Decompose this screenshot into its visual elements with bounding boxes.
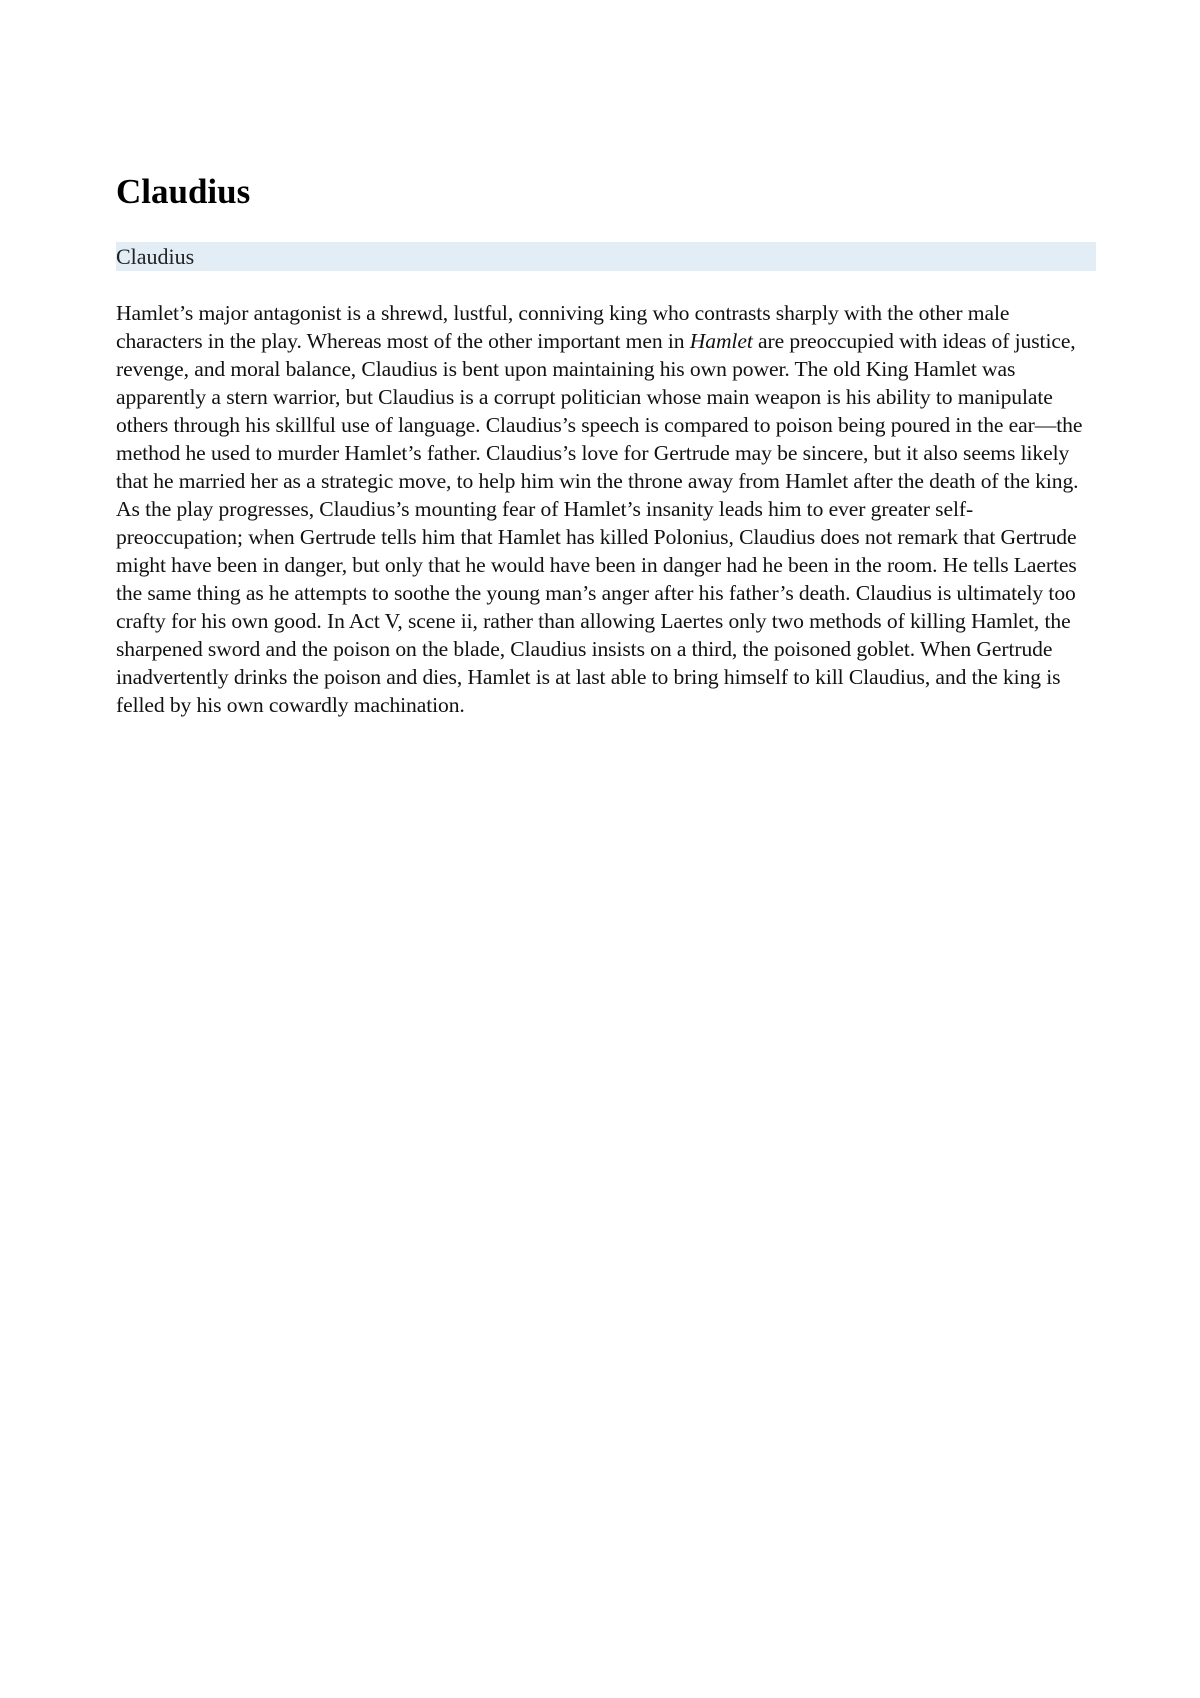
paragraph-text-part1: Hamlet’s major antagonist is a shrewd, lustful, conniving king who contrasts sharply with the other male characters in the play. Whereas most of the other important men in [116,301,1010,353]
page-title: Claudius [116,172,251,211]
paragraph-text-part2: are preoccupied with ideas of justice, revenge, and moral balance, Claudius is bent upon maintaining his own power. The old King Hamlet was apparently a stern warrior, but Claudius is a corrupt politician whose main weapon is his ability to manipulate others through his skillful use of language. Claudius’s speech is compared to poison being poured in the ear—the method he used to murder Hamlet’s father. Claudius’s love for Gertrude may be sincere, but it also seems likely that he married her as a strategic move, to help him win the throne away from Hamlet after the death of the king. As the play progresses, Claudius’s mounting fear of Hamlet’s insanity leads him to ever greater self-preoccupation; when Gertrude tells him that Hamlet has killed Polonius, Claudius does not remark that Gertrude might have been in danger, but only that he would have been in danger had he been in the room. He tells Laertes the same thing as he attempts to soothe the young man’s anger after his father’s death. Claudius is ultimately too crafty for his own good. In Act V, scene ii, rather than allowing Laertes only two methods of killing Hamlet, the sharpened sword and the poison on the blade, Claudius insists on a third, the poisoned goblet. When Gertrude inadvertently drinks the poison and dies, Hamlet is at last able to bring himself to kill Claudius, and the king is felled by his own cowardly machination. [116,329,1083,717]
section-label-bar: Claudius [116,242,1096,271]
paragraph-italic-title: Hamlet [689,329,753,353]
body-paragraph [116,299,1096,719]
document-content [116,172,1096,719]
